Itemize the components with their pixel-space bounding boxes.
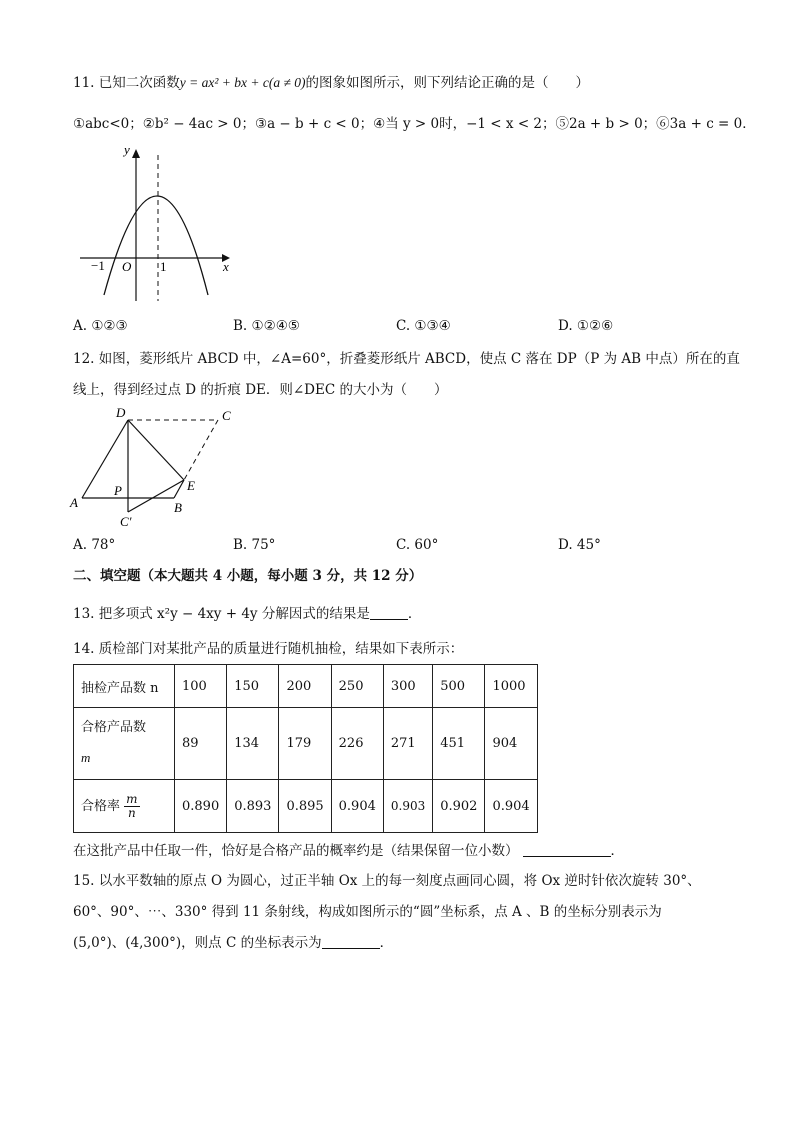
q15-line2: 60°、90°、⋯、330° 得到 11 条射线，构成如图所示的“圆”坐标系，点 A 、B 的坐标分别表示为: [73, 904, 662, 920]
q13-end: ．: [407, 606, 422, 622]
label-c-prime: C′: [120, 514, 132, 529]
table-cell: 0.904: [485, 780, 537, 833]
q15-end: ．: [379, 935, 394, 951]
q15-line3: (5,0°)、(4,300°)，则点 C 的坐标表示为: [73, 935, 322, 951]
y-axis-arrow-icon: [132, 149, 140, 158]
q11-conclusions: ①abc<0；②b² − 4ac > 0；③a − b + c < 0；④当 y > 0时，−1 < x < 2；⑤2a + b > 0；⑥3a + c = 0．: [73, 116, 756, 132]
q14-conclusion: 在这批产品中任取一件，恰好是合格产品的概率约是（结果保留一位小数）: [73, 843, 519, 859]
table-row-sample-count: [74, 665, 538, 708]
q11-option-a[interactable]: A. ①②③: [73, 318, 128, 334]
q14-intro: 14. 质检部门对某批产品的质量进行随机抽检，结果如下表所示：: [73, 641, 464, 657]
qualified-header-text: 合格产品数: [81, 720, 147, 735]
label-b: B: [174, 500, 182, 515]
rate-fraction: [124, 793, 139, 820]
label-a: A: [70, 495, 78, 510]
q12-option-c[interactable]: C. 60°: [396, 537, 439, 553]
qualified-header-var: m: [81, 750, 91, 765]
table-cell: 904: [485, 708, 537, 780]
tick-1-label: 1: [160, 259, 167, 274]
q11-option-c[interactable]: C. ①③④: [396, 318, 451, 334]
q12-stem-line2: 线上，得到经过点 D 的折痕 DE．则∠DEC 的大小为（ ）: [73, 382, 448, 398]
q14-answer-blank[interactable]: [523, 842, 611, 857]
table-cell: 0.904: [331, 780, 383, 833]
table-cell: 179: [279, 708, 331, 780]
tick-neg1-label: −1: [91, 258, 105, 273]
table-cell: 0.890: [175, 780, 227, 833]
table-cell: 271: [383, 708, 432, 780]
table-cell: 200: [279, 665, 331, 708]
q13-text: 13. 把多项式 x²y − 4xy + 4y 分解因式的结果是: [73, 606, 370, 622]
table-cell: 250: [331, 665, 383, 708]
label-p: P: [114, 483, 122, 498]
y-axis-label: y: [124, 143, 130, 157]
q13-line: [73, 605, 421, 623]
q11-stem-suffix: 的图象如图所示，则下列结论正确的是（ ）: [305, 75, 590, 91]
table-row-rate: [74, 780, 538, 833]
table-cell: 0.893: [227, 780, 279, 833]
q12-option-a[interactable]: A. 78°: [73, 537, 116, 553]
table-cell: 451: [433, 708, 485, 780]
q11-option-d[interactable]: D. ①②⑥: [558, 318, 614, 334]
table-cell: 134: [227, 708, 279, 780]
q15-answer-blank[interactable]: [322, 934, 380, 949]
section2-title: 二、填空题（本大题共 4 小题，每小题 3 分，共 12 分）: [73, 568, 423, 584]
origin-label: O: [122, 259, 132, 274]
segment-ce-dashed: [184, 420, 218, 480]
label-d: D: [116, 405, 126, 420]
q11-function: y = ax² + bx + c(a ≠ 0): [179, 75, 306, 90]
frac-denominator: n: [127, 805, 136, 820]
q12-option-b[interactable]: B. 75°: [233, 537, 276, 553]
q13-answer-blank[interactable]: [370, 605, 408, 620]
row-header-rate: [74, 780, 175, 833]
rate-header-text: 合格率: [81, 798, 121, 814]
table-row-qualified-count: [74, 708, 538, 780]
table-cell: 0.903: [383, 780, 432, 833]
row-header-sample-count: 抽检产品数 n: [74, 665, 175, 708]
q11-stem-prefix: 11. 已知二次函数: [73, 75, 180, 91]
q14-table: [73, 664, 538, 833]
q11-option-b[interactable]: B. ①②④⑤: [233, 318, 300, 334]
fold-line-de: [128, 420, 184, 480]
table-cell: 300: [383, 665, 432, 708]
q12-rhombus-figure: [68, 402, 248, 532]
table-cell: 500: [433, 665, 485, 708]
q12-stem-line1: 12. 如图，菱形纸片 ABCD 中，∠A=60°，折叠菱形纸片 ABCD，使点 C 落在 DP（P 为 AB 中点）所在的直: [73, 351, 740, 367]
x-axis-label: x: [223, 259, 229, 274]
q12-option-d[interactable]: D. 45°: [558, 537, 601, 553]
table-cell: 1000: [485, 665, 537, 708]
table-cell: 89: [175, 708, 227, 780]
table-cell: 0.895: [279, 780, 331, 833]
table-cell: 226: [331, 708, 383, 780]
label-e: E: [187, 478, 195, 493]
q11-stem: [73, 74, 589, 92]
table-cell: 150: [227, 665, 279, 708]
q14-end: ．: [610, 843, 624, 859]
q15-line3-wrap: [73, 934, 393, 952]
row-header-qualified-count: [74, 708, 175, 780]
q11-parabola-graph: [78, 143, 238, 303]
parabola-curve: [104, 196, 208, 295]
table-cell: 100: [175, 665, 227, 708]
label-c: C: [222, 408, 231, 423]
table-cell: 0.902: [433, 780, 485, 833]
q15-line1: 15. 以水平数轴的原点 O 为圆心，过正半轴 Ox 上的每一刻度点画同心圆，将 Ox 逆时针依次旋转 30°、: [73, 873, 701, 889]
frac-numerator: m: [126, 791, 138, 806]
q14-conclusion-line: [73, 842, 624, 860]
